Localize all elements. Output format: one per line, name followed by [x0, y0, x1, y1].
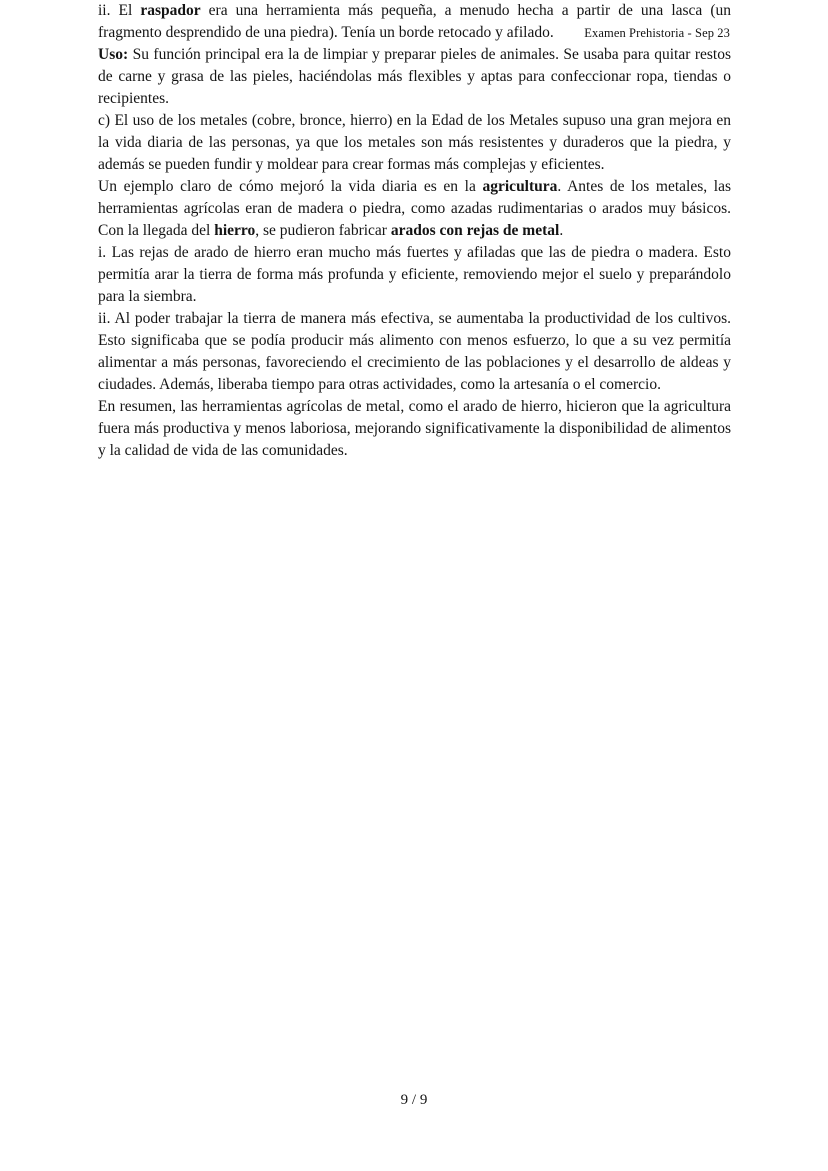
text-segment: ii. El	[98, 2, 141, 19]
paragraph-metales	[98, 110, 731, 176]
text-segment: En resumen, las herramientas agrícolas de metal, como el arado de hierro, hicieron que la agricultura fuera más productiva y menos laboriosa, mejorando significativamente la disponibilidad de alimentos y la calidad de vida de las comunidades.	[98, 398, 731, 459]
page-number: 9 / 9	[400, 1092, 428, 1108]
bold-text-segment: arados con rejas de metal	[390, 222, 560, 239]
header-title: Examen Prehistoria - Sep 23	[584, 26, 730, 40]
text-segment: era una herramienta más pequeña, a menudo hecha a partir de una lasca (un fragmento desprendido de una piedra). Tenía un borde retocado y afilado.	[98, 2, 732, 41]
text-segment: c) El uso de los metales (cobre, bronce, hierro) en la Edad de los Metales supuso una gran mejora en la vida diaria de las personas, ya que los metales son más resistentes y duraderos que la piedra, y además se pueden fundir y moldear para crear formas más complejas y eficientes.	[98, 112, 731, 173]
paragraph-productividad	[98, 308, 731, 396]
bold-text-segment: hierro	[214, 222, 256, 239]
paragraph-uso	[98, 44, 731, 110]
text-segment: i. Las rejas de arado de hierro eran mucho más fuertes y afiladas que las de piedra o madera. Esto permitía arar la tierra de forma más profunda y eficiente, removiendo mejor el suelo y preparándolo para la siembra.	[98, 244, 731, 305]
text-segment: Un ejemplo claro de cómo mejoró la vida diaria es en la	[98, 178, 483, 195]
text-segment: , se pudieron fabricar	[255, 222, 391, 239]
text-segment: . Antes de los metales, las herramientas agrícolas eran de madera o piedra, como azadas rudimentarias o arados muy básicos. Con la llegada del	[98, 178, 731, 239]
text-segment: Su función principal era la de limpiar y preparar pieles de animales. Se usaba para quitar restos de carne y grasa de las pieles, haciéndolas más flexibles y aptas para confeccionar ropa, tiendas o recipientes.	[98, 46, 731, 107]
bold-text-segment: Uso:	[98, 46, 129, 63]
paragraph-agricultura	[98, 176, 731, 242]
document-content	[98, 0, 731, 462]
text-segment: .	[559, 222, 564, 239]
bold-text-segment: raspador	[140, 2, 201, 19]
paragraph-rejas-arado	[98, 242, 731, 308]
text-segment: ii. Al poder trabajar la tierra de manera más efectiva, se aumentaba la productividad de los cultivos. Esto significaba que se podía producir más alimento con menos esfuerzo, lo que a su vez permitía alimentar a más personas, favoreciendo el crecimiento de las poblaciones y el desarrollo de aldeas y ciudades. Además, liberaba tiempo para otras actividades, como la artesanía o el comercio.	[98, 310, 731, 393]
bold-text-segment: agricultura	[482, 178, 558, 195]
page-footer	[0, 1092, 828, 1109]
paragraph-resumen	[98, 396, 731, 462]
paragraph-raspador	[98, 0, 731, 44]
